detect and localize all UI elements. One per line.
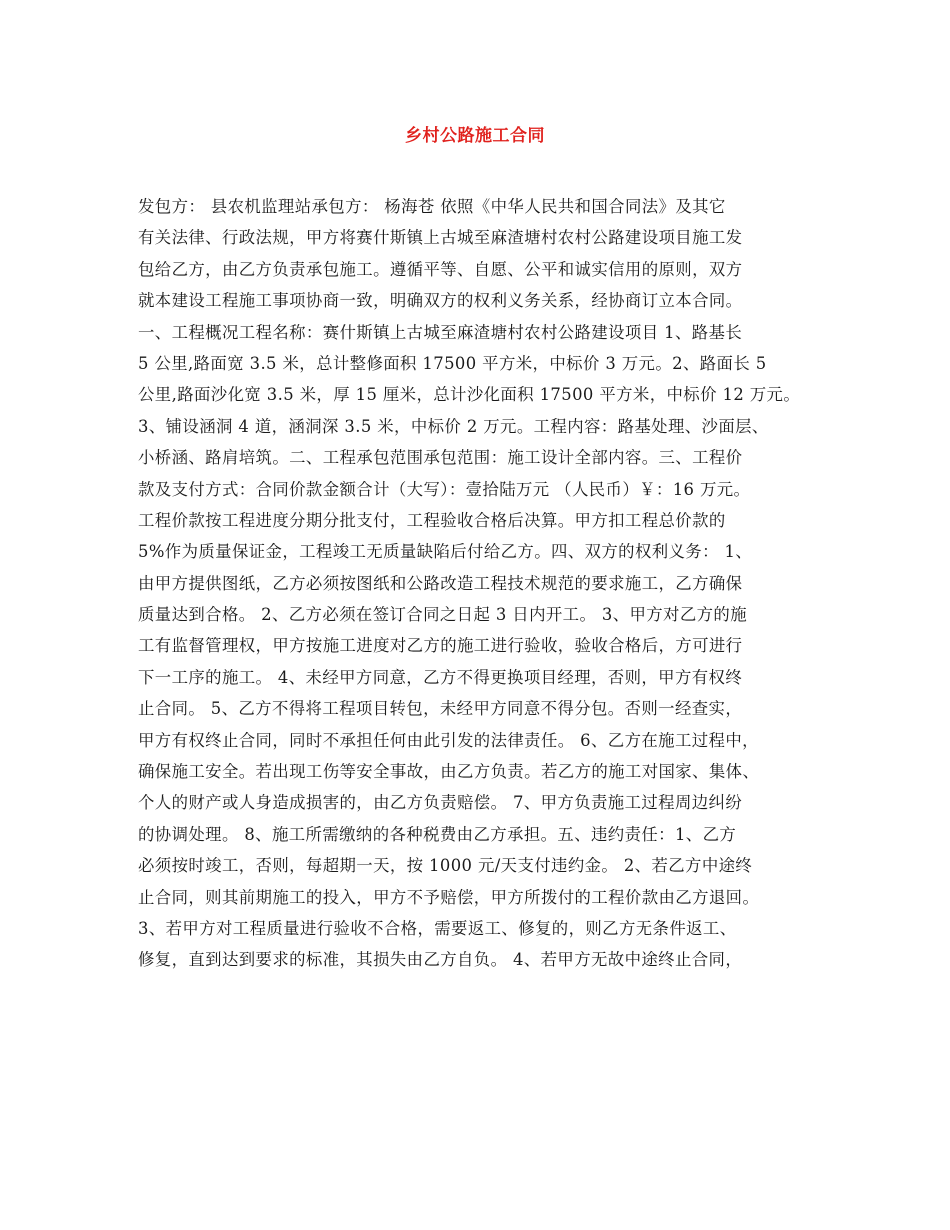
text-line: 确保施工安全。若出现工伤等安全事故，由乙方负责。若乙方的施工对国家、集体、: [138, 762, 760, 782]
text-line: 公里,路面沙化宽 3.5 米，厚 15 厘米，总计沙化面积 17500 平方米，中标价 12 万元。: [138, 385, 801, 405]
text-line: 5%作为质量保证金，工程竣工无质量缺陷后付给乙方。四、双方的权利义务： 1、: [138, 542, 753, 562]
text-line: 个人的财产或人身造成损害的，由乙方负责赔偿。 7、甲方负责施工过程周边纠纷: [138, 793, 743, 813]
contract-body: [138, 191, 828, 976]
text-line: 一、工程概况工程名称：赛什斯镇上古城至麻渣塘村农村公路建设项目 1、路基长: [138, 322, 743, 342]
text-line: 有关法律、行政法规，甲方将赛什斯镇上古城至麻渣塘村农村公路建设项目施工发: [138, 228, 743, 248]
document-title: 乡村公路施工合同: [405, 126, 545, 146]
text-line: 就本建设工程施工事项协商一致，明确双方的权利义务关系，经协商订立本合同。: [138, 291, 743, 311]
text-line: 修复，直到达到要求的标准，其损失由乙方自负。 4、若甲方无故中途终止合同，: [138, 950, 743, 970]
text-line: 3、若甲方对工程质量进行验收不合格，需要返工、修复的，则乙方无条件返工、: [138, 918, 737, 938]
text-line: 包给乙方，由乙方负责承包施工。遵循平等、自愿、公平和诚实信用的原则，双方: [138, 259, 743, 279]
text-line: 款及支付方式：合同价款金额合计（大写）：壹拾陆万元 （人民币）￥：16 万元。: [138, 479, 751, 499]
text-line: 3、铺设涵洞 4 道，涵洞深 3.5 米，中标价 2 万元。工程内容：路基处理、沙面层、: [138, 416, 769, 436]
text-line: 甲方有权终止合同，同时不承担任何由此引发的法律责任。 6、乙方在施工过程中，: [138, 730, 759, 750]
text-line: 小桥涵、路肩培筑。二、工程承包范围承包范围：施工设计全部内容。三、工程价: [138, 448, 743, 468]
text-line: 由甲方提供图纸，乙方必须按图纸和公路改造工程技术规范的要求施工，乙方确保: [138, 573, 743, 593]
text-line: 下一工序的施工。 4、未经甲方同意，乙方不得更换项目经理，否则，甲方有权终: [138, 667, 743, 687]
text-line: 止合同。 5、乙方不得将工程项目转包，未经甲方同意不得分包。否则一经查实，: [138, 699, 743, 719]
text-line: 工程价款按工程进度分期分批支付，工程验收合格后决算。甲方扣工程总价款的: [138, 510, 726, 530]
text-line: 5 公里,路面宽 3.5 米，总计整修面积 17500 平方米，中标价 3 万元。2、路面长 5: [138, 353, 767, 373]
text-line: 质量达到合格。 2、乙方必须在签订合同之日起 3 日内开工。 3、甲方对乙方的施: [138, 605, 748, 625]
text-line: 止合同，则其前期施工的投入，甲方不予赔偿，甲方所拨付的工程价款由乙方退回。: [138, 887, 760, 907]
text-line: 发包方： 县农机监理站承包方： 杨海苍 依照《中华人民共和国合同法》及其它: [138, 197, 726, 216]
text-line: 的协调处理。 8、施工所需缴纳的各种税费由乙方承担。五、违约责任：1、乙方: [138, 824, 737, 844]
text-line: 必须按时竣工，否则，每超期一天，按 1000 元/天支付违约金。 2、若乙方中途终: [138, 856, 753, 876]
text-line: 工有监督管理权，甲方按施工进度对乙方的施工进行验收，验收合格后，方可进行: [138, 636, 743, 656]
